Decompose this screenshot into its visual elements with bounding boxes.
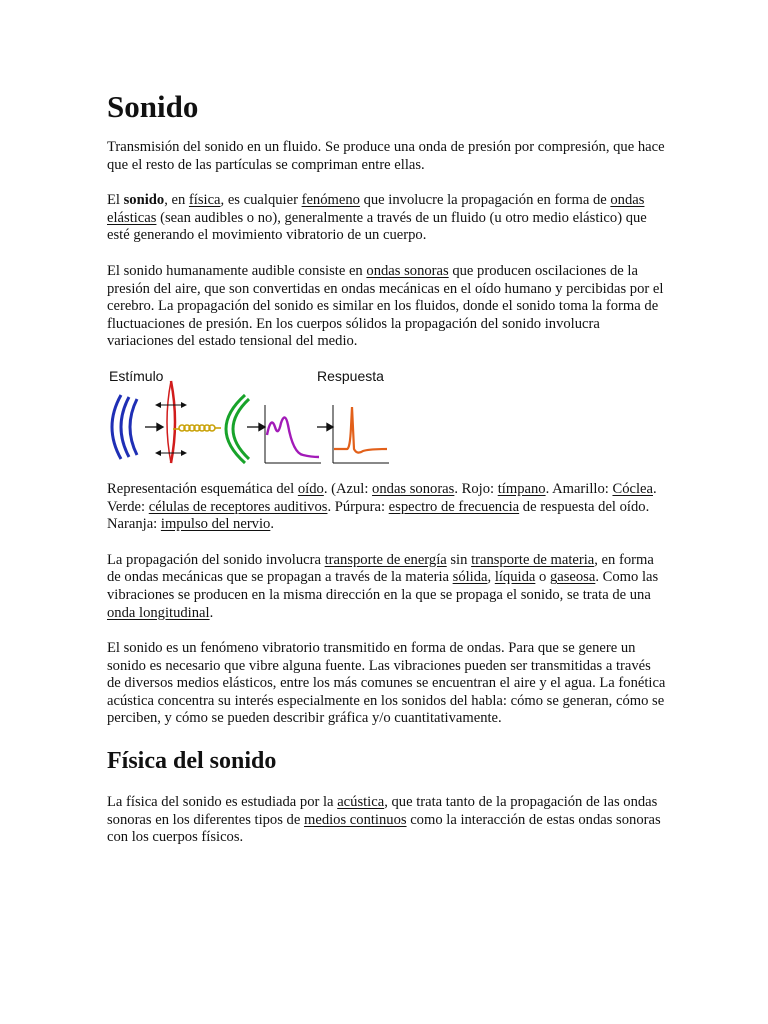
frequency-spectrum-plot [265, 405, 321, 463]
text-span: , en forma de ondas mecánicas que se propagan a través de la materia [107, 551, 654, 586]
text-span: , es cualquier [220, 192, 302, 209]
link-fisica[interactable]: física [188, 192, 221, 209]
audible-paragraph [107, 263, 667, 351]
bold-term-sonido: sonido [123, 192, 165, 209]
phenomenon-paragraph: El sonido es un fenómeno vibratorio transmitido en forma de ondas. Para que se genere un sonido es necesario que vibre alguna fuente. Las vibraciones pueden ser transmitidas a través de diversos medios elásticos, entre los más comunes se encuentran el aire y el agua. La fonética acústica concentra su interés especialmente en los sonidos del habla: cómo se generan, cómo se perciben, y cómo se pueden describir gráfica y/o cuantitativamente. [107, 640, 666, 727]
sound-waves-shape [112, 395, 137, 459]
text-span: . [209, 604, 214, 621]
text-span: sin [446, 551, 472, 568]
propagation-paragraph [107, 552, 667, 622]
link-timpano[interactable]: tímpano [497, 480, 546, 497]
physics-paragraph [107, 794, 667, 847]
article-body [107, 88, 667, 847]
nerve-impulse-plot [333, 405, 389, 463]
link-fenomeno[interactable]: fenómeno [301, 192, 360, 209]
text-span: que producen oscilaciones de la presión del aire, que son convertidas en ondas mecánicas en el oído humano y percibidas por el cerebro. La propagación del sonido es similar en los fluidos, donde el sonido toma la forma de fluctuaciones de presión. En los cuerpos sólidos la propagación del sonido involucra variaciones del estado tensional del medio. [107, 262, 664, 350]
link-acustica[interactable]: acústica [337, 794, 385, 811]
link-espectro-frecuencia[interactable]: espectro de frecuencia [388, 498, 520, 515]
text-span: . (Azul: [323, 480, 373, 497]
text-span: como la interacción de estas ondas sonoras con los cuerpos físicos. [107, 811, 661, 846]
receptor-cells-shape [226, 395, 249, 463]
text-span: , en [164, 192, 189, 209]
arrow-2 [247, 423, 265, 430]
text-span: . Como las vibraciones se producen en la misma dirección en la que se propaga el sonido, se trata de una [107, 569, 659, 603]
text-span: . Verde: [107, 480, 657, 515]
text-span: , que trata tanto de la propagación de las ondas sonoras en los diferentes tipos de [107, 794, 658, 828]
intro-paragraph: Transmisión del sonido en un fluido. Se produce una onda de presión por compresión, que hace que el resto de las partículas se compriman entre ellas. [107, 139, 665, 173]
link-medios-continuos[interactable]: medios continuos [303, 811, 407, 828]
text-span: o [535, 569, 550, 586]
link-ondas-elasticas[interactable]: ondas elásticas [107, 192, 645, 226]
label-estimulo: Estímulo [109, 367, 164, 384]
link-gaseosa[interactable]: gaseosa [549, 569, 596, 586]
text-span: . [270, 516, 274, 533]
text-span: . Púrpura: [327, 498, 389, 515]
text-span: El [107, 192, 124, 209]
link-onda-longitudinal[interactable]: onda longitudinal [107, 604, 210, 621]
link-oido[interactable]: oído [297, 480, 324, 497]
figure-caption [107, 481, 667, 534]
text-span: El sonido humanamente audible consiste en [107, 262, 367, 279]
section-title-fisica: Física del sonido [107, 748, 277, 775]
cochlea-spring-shape [173, 425, 221, 431]
page-title: Sonido [107, 89, 199, 124]
link-ondas-sonoras-caption[interactable]: ondas sonoras [372, 480, 455, 497]
link-ondas-sonoras[interactable]: ondas sonoras [366, 262, 449, 279]
link-transporte-energia[interactable]: transporte de energía [324, 551, 447, 568]
text-span: . Amarillo: [545, 480, 613, 497]
link-solida[interactable]: sólida [452, 569, 488, 586]
ear-diagram [107, 367, 397, 467]
arrow-3 [317, 423, 333, 430]
text-span: (sean audibles o no), generalmente a través de un fluido (u otro medio elástico) que esté generando el movimiento vibratorio de un cuerpo. [107, 209, 647, 244]
text-span: La física del sonido es estudiada por la [107, 794, 338, 811]
link-coclea[interactable]: Cóclea [612, 480, 653, 497]
arrow-1 [145, 423, 163, 430]
text-span: , [487, 569, 495, 586]
text-span: Representación esquemática del [107, 480, 298, 497]
link-liquida[interactable]: líquida [494, 569, 536, 586]
link-impulso-nervio[interactable]: impulso del nervio [160, 516, 271, 533]
link-transporte-materia[interactable]: transporte de materia [471, 551, 595, 568]
eardrum-shape [155, 381, 187, 463]
text-span: La propagación del sonido involucra [107, 551, 325, 568]
text-span: que involucre la propagación en forma de [359, 192, 611, 209]
text-span: . Rojo: [454, 480, 498, 497]
text-span: de respuesta del oído. Naranja: [107, 498, 650, 533]
label-respuesta: Respuesta [317, 367, 384, 384]
definition-paragraph [107, 192, 667, 245]
link-celulas-receptores[interactable]: células de receptores auditivos [148, 498, 328, 515]
ear-diagram-figure [107, 367, 397, 467]
